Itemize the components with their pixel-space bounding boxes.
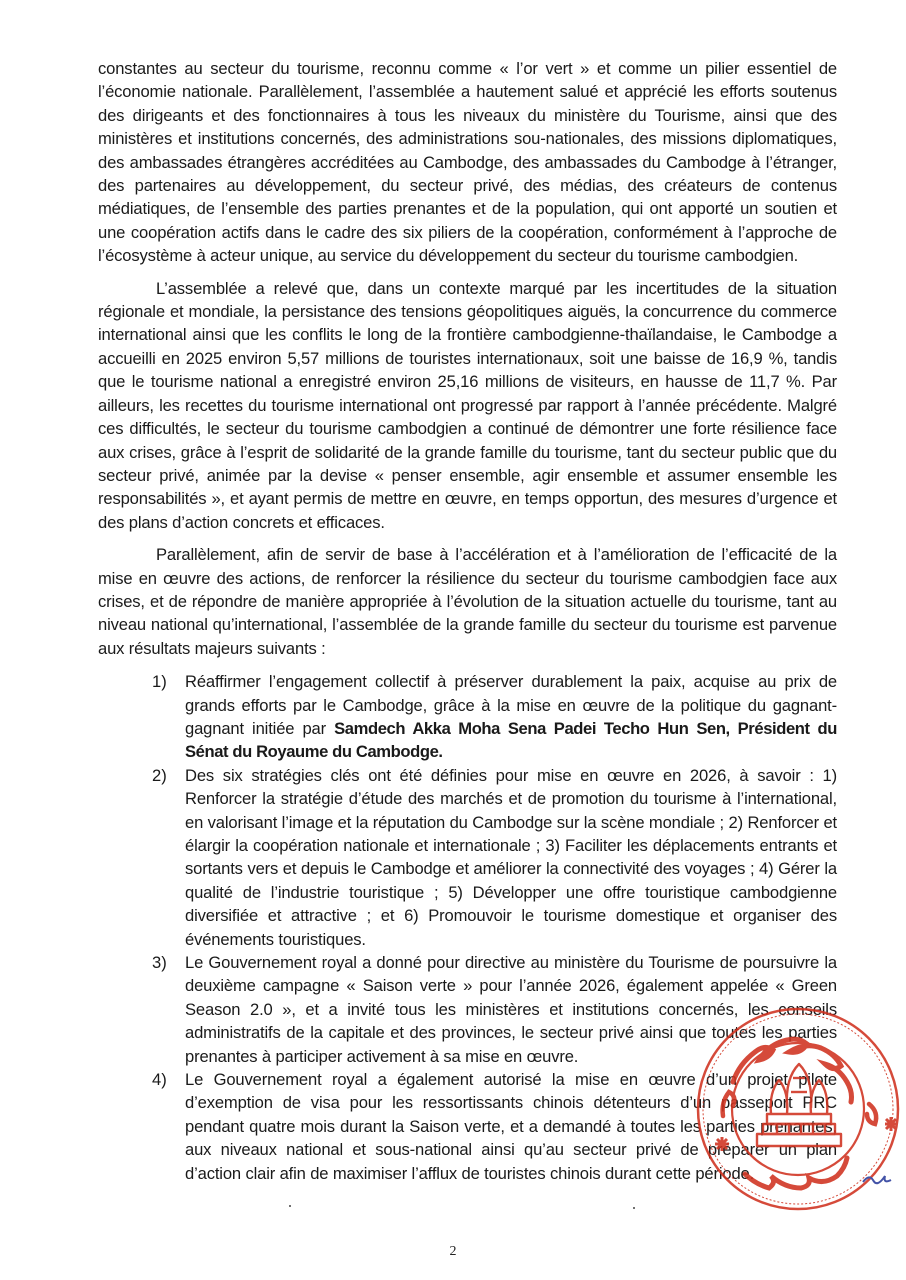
paragraph-assembly-findings: L’assemblée a relevé que, dans un contexte marqué par les incertitudes de la situation régionale et mondiale, la persistance des tensions géopolitiques aiguës, la concurrence du commerce international ainsi que les conflits le long de la frontière cambodgienne-thaïlandaise, le Cambodge a accueilli en 2025 environ 5,57 millions de touristes internationaux, soit une baisse de 16,9 %, tandis que le tourisme national a enregistré environ 25,16 millions de visiteurs, en hausse de 11,7 %. Par ailleurs, les recettes du tourisme international ont progressé par rapport à l’année précédente. Malgré ces difficultés, le secteur du tourisme cambodgien a continué de démontrer une forte résilience face aux crises, grâce à l’esprit de solidarité de la grande famille du tourisme, tant du secteur public que du secteur privé, animée par la devise « penser ensemble, agir ensemble et assumer ensemble les responsabilités », et ayant permis de mettre en œuvre, en temps opportun, des mesures d’urgence et des plans d’action concrets et efficaces. [98,278,837,532]
item-text: Le Gouvernement royal a également autorisé la mise en œuvre d’un projet pilote d’exemption de visa pour les ressortissants chinois détenteurs d’un passeport PRC pendant quatre mois durant la Saison verte, et a demandé à toutes les parties prenantes, aux niveaux national et sous-national ainsi qu’au secteur privé de préparer un plan d’action clair afin de maximiser l’afflux de touristes chinois durant cette période. [185,1070,837,1183]
stamp-right-lettering [867,1104,876,1124]
list-item [98,670,837,764]
item-number: 2) [152,765,167,785]
stamp-star-icon [885,1117,897,1131]
results-list [98,670,837,1185]
list-item [98,1068,837,1185]
scan-speck [289,1205,291,1207]
paragraph-continuation: constantes au secteur du tourisme, reconnu comme « l’or vert » et comme un pilier essentiel de l’économie nationale. Parallèlement, l’assemblée a hautement salué et apprécié les efforts soutenus des dirigeants et des fonctionnaires à tous les niveaux du ministère du Tourisme, ainsi que des ministères et institutions concernés, des administrations sou-nationales, des missions diplomatiques, des ambassades étrangères accréditées au Cambodge, des ambassades du Cambodge à l’étranger, des partenaires au développement, du secteur privé, des médias, des créateurs de contenus médiatiques, de l’ensemble des parties prenantes et de la population, qui ont apporté un soutien et une coopération actifs dans le cadre des six piliers de la coopération, conformément à l’approche de l’écosystème à acteur unique, au service du développement du secteur du tourisme cambodgien. [98,59,837,266]
list-item [98,764,837,951]
item-number: 4) [152,1070,167,1090]
page-number: 2 [449,1244,457,1259]
paragraph-results-intro: Parallèlement, afin de servir de base à l’accélération et à l’amélioration de l’efficacité de la mise en œuvre des actions, de renforcer la résilience du secteur du tourisme cambodgien face aux crises, et de répondre de manière appropriée à l’évolution de la situation actuelle du tourisme, tant au niveau national qu’international, l’assemblée de la grande famille du secteur du tourisme est parvenue aux résultats majeurs suivants : [98,545,837,658]
item-text-body: Réaffirmer l’engagement collectif à préserver durablement la paix, acquise au prix de grands efforts par le Cambodge, grâce à la mise en œuvre de la politique du gagnant-gagnant initiée par [185,672,837,738]
item-number: 3) [152,953,167,973]
item-text: Le Gouvernement royal a donné pour directive au ministère du Tourisme de poursuivre la deuxième campagne « Saison verte » pour l’année 2026, également appelée « Green Season 2.0 », et a invité tous les ministères et institutions concernés, les conseils administratifs de la capitale et des provinces, le secteur privé ainsi que toutes les parties prenantes à participer activement à sa mise en œuvre. [185,953,837,1066]
item-text-bold: Samdech Akka Moha Sena Padei Techo Hun Sen, Président du Sénat du Royaume du Cambodge. [185,718,837,762]
item-text: Des six stratégies clés ont été définies pour mise en œuvre en 2026, à savoir : 1) Renforcer la stratégie d’étude des marchés et de promotion du tourisme à l’international, en valorisant l’image et la réputation du Cambodge sur la scène mondiale ; 2) Renforcer et élargir la coopération nationale et internationale ; 3) Faciliter les déplacements entrants et sortants vers et depuis le Cambodge et améliorer la connectivité des voyages ; 4) Gérer la qualité de l’industrie touristique ; 5) Développer une offre touristique cambodgienne diversifiée et attractive ; et 6) Promouvoir le tourisme domestique et organiser des événements touristiques. [185,765,837,949]
scan-speck [633,1207,635,1209]
item-text [185,670,837,764]
document-body [98,57,837,1185]
list-item [98,951,837,1068]
signature-mark [863,1176,891,1183]
item-number: 1) [152,672,167,692]
